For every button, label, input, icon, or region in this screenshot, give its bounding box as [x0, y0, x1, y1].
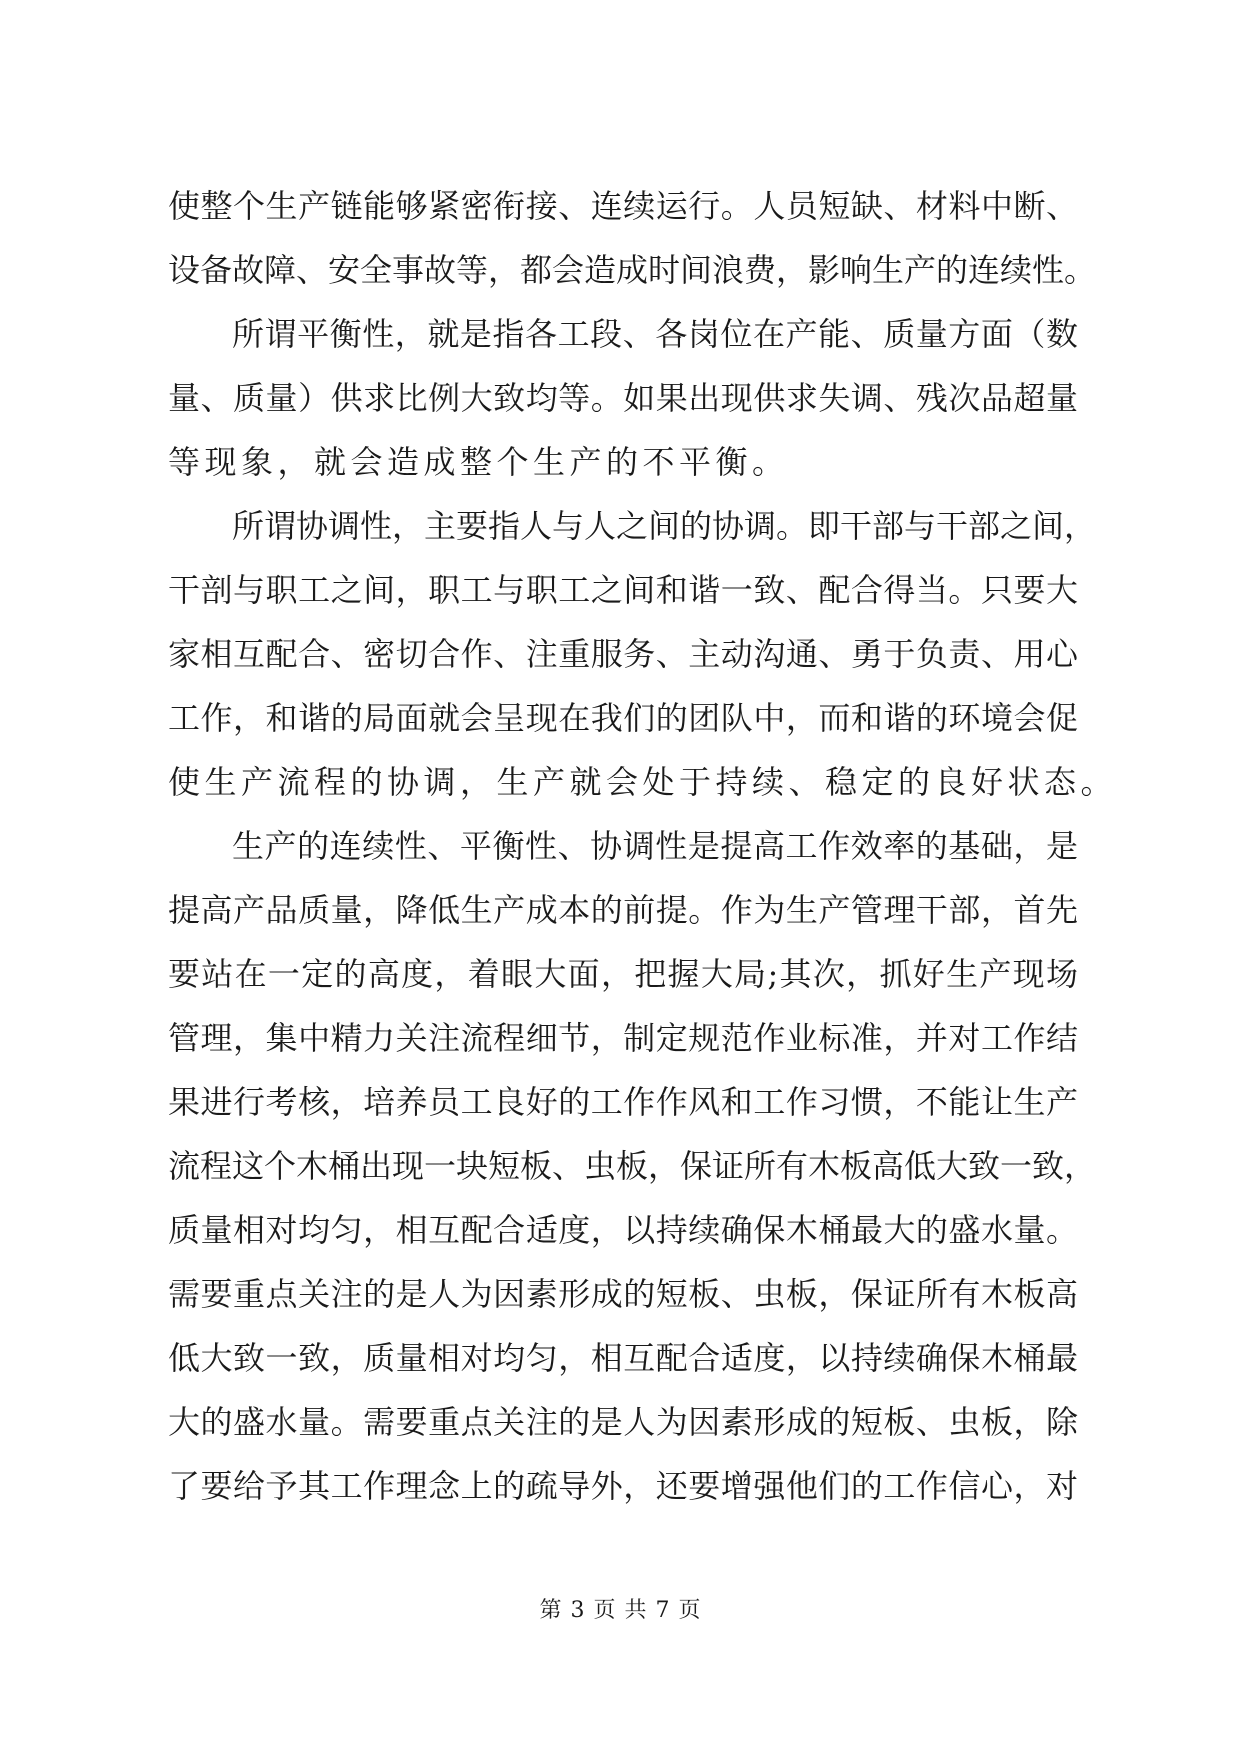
- text-line: 家相互配合、密切合作、注重服务、主动沟通、勇于负责、用心: [168, 635, 1078, 673]
- page-footer: 第 3 页 共 7 页: [539, 1598, 702, 1623]
- text-line: 提高产品质量，降低生产成本的前提。作为生产管理干部，首先: [168, 891, 1078, 929]
- body-text: [168, 174, 1118, 1518]
- text-line: 生产的连续性、平衡性、协调性是提高工作效率的基础，是: [232, 827, 1078, 865]
- text-line: 需要重点关注的是人为因素形成的短板、虫板，保证所有木板高: [168, 1275, 1078, 1313]
- text-line: 设备故障、安全事故等，都会造成时间浪费，影响生产的连续性。: [168, 251, 1097, 289]
- text-line: 所谓协调性，主要指人与人之间的协调。即干部与干部之间，: [232, 507, 1097, 545]
- text-line: 使生产流程的协调，生产就会处于持续、稳定的良好状态。: [168, 763, 1118, 801]
- text-line: 干剖与职工之间，职工与职工之间和谐一致、配合得当。只要大: [168, 571, 1078, 609]
- text-line: 工作，和谐的局面就会呈现在我们的团队中，而和谐的环境会促: [168, 699, 1078, 737]
- text-line: 量、质量）供求比例大致均等。如果出现供求失调、残次品超量: [168, 379, 1078, 417]
- text-line: 要站在一定的高度，着眼大面，把握大局;其次，抓好生产现场: [168, 955, 1078, 993]
- text-line: 管理，集中精力关注流程细节，制定规范作业标准，并对工作结: [168, 1019, 1078, 1057]
- text-line: 质量相对均匀，相互配合适度，以持续确保木桶最大的盛水量。: [168, 1211, 1078, 1249]
- text-line: 流程这个木桶出现一块短板、虫板，保证所有木板高低大致一致，: [168, 1147, 1097, 1185]
- text-line: 使整个生产链能够紧密衔接、连续运行。人员短缺、材料中断、: [168, 187, 1078, 225]
- text-line: 大的盛水量。需要重点关注的是人为因素形成的短板、虫板，除: [168, 1403, 1078, 1441]
- text-line: 了要给予其工作理念上的疏导外，还要增强他们的工作信心，对: [168, 1467, 1078, 1505]
- text-line: 等现象，就会造成整个生产的不平衡。: [168, 443, 789, 481]
- text-line: 所谓平衡性，就是指各工段、各岗位在产能、质量方面（数: [232, 315, 1078, 353]
- text-line: 果进行考核，培养员工良好的工作作风和工作习惯，不能让生产: [168, 1083, 1078, 1121]
- text-line: 低大致一致，质量相对均匀，相互配合适度，以持续确保木桶最: [168, 1339, 1078, 1377]
